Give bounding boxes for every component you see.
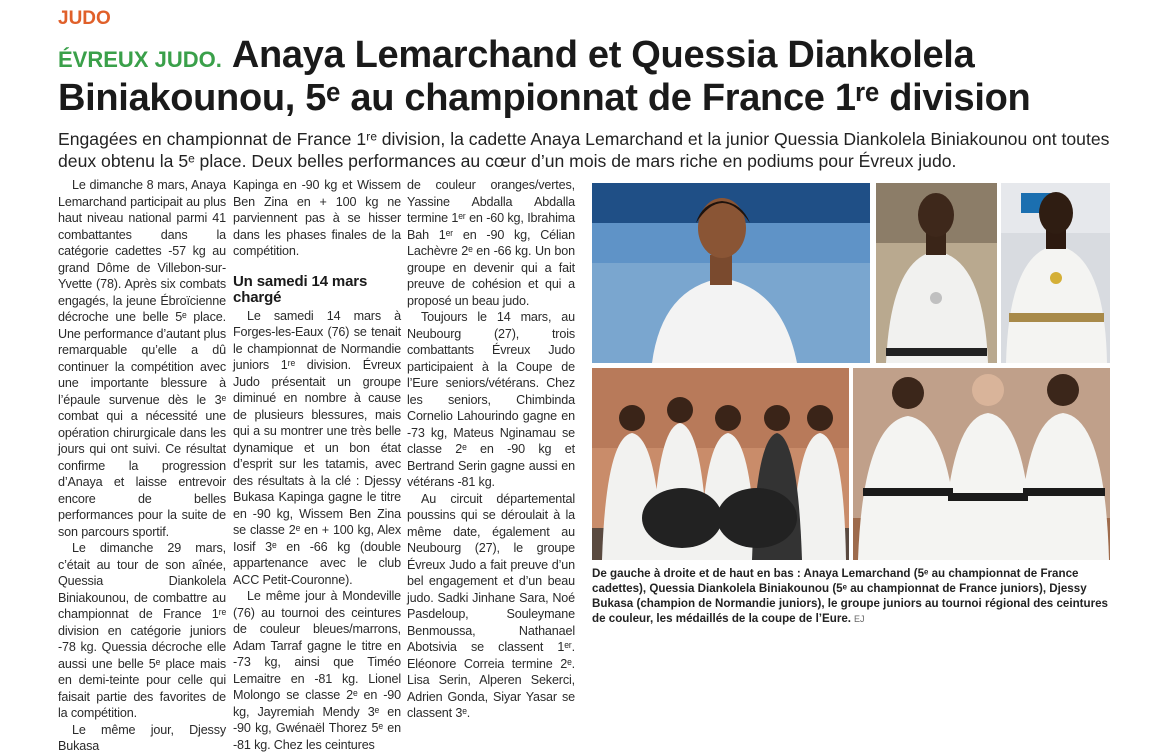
photo-groupe-juniors: [592, 368, 849, 560]
article-column-2: [233, 177, 401, 753]
headline-title: Anaya Lemarchand et Quessia Diankolela Biniakounou, 5ᵉ au championnat de France 1ʳᵉ division: [58, 34, 1031, 119]
paragraph: Kapinga en -90 kg et Wissem Ben Zina en + 100 kg ne parviennent pas à se hisser dans les phases finales de la compétition.: [233, 178, 401, 258]
photo-caption: [592, 566, 1112, 627]
article-column-1: [58, 177, 226, 755]
standfirst: Engagées en championnat de France 1ʳᵉ division, la cadette Anaya Lemarchand et la junior Quessia Diankolela Biniakounou ont toutes deux obtenu la 5ᵉ place. Deux belles performances au cœur d’un mois de mars riche en podiums pour Évreux judo.: [58, 129, 1110, 171]
headline: [58, 36, 1138, 118]
paragraph: Au circuit départemental poussins qui se déroulait à la même date, également au Neubourg (27), le groupe Évreux Judo a fait preuve d’un bel engagement et d’un beau judo. Sadki Jinhane Sara, Noé Pasdeloup, Souleymane Benmoussa, Nathanael Abotsivia se classent 1ᵉʳ. Eléonore Correia termine 2ᵉ. Lisa Serin, Alperen Sekerci, Adrien Gonda, Siyar Yasar se classent 3ᵉ.: [407, 491, 575, 720]
photo-djessy-bukasa: [1001, 183, 1110, 363]
photo-credit: EJ: [854, 614, 865, 624]
paragraph: de couleur oranges/vertes, Yassine Abdalla Abdalla termine 1ᵉʳ en -60 kg, Ibrahima Bah 1ᵉʳ en -90 kg, Célian Lachèvre 2ᵉ en -66 kg. Un bon groupe en devenir qui a fait preuve de cohésion et qui a proposé un beau judo.: [407, 178, 575, 308]
paragraph: Toujours le 14 mars, au Neubourg (27), trois combattants Évreux Judo participaient à la Coupe de l’Eure seniors/vétérans. Chez les seniors, Chimbinda Cornelio Lahourindo gagne en -73 kg, Mateus Nginamau se classe 2ᵉ en -90 kg et Bertrand Serin gagne aussi en vétérans -81 kg.: [407, 310, 575, 489]
section-rubric: JUDO: [58, 8, 111, 29]
headline-kicker: ÉVREUX JUDO.: [58, 47, 222, 72]
paragraph: Le dimanche 29 mars, c’était au tour de son aînée, Quessia Diankolela Biniakounou, de combattre au championnat de France 1ʳᵉ division en catégorie juniors -78 kg. Quessia décroche elle aussi une belle 5ᵉ place mais en demi-teinte pour celle qui faisait partie des favorites de la compétition.: [58, 541, 226, 720]
photo-quessia-diankolela: [876, 183, 997, 363]
subheading: Un samedi 14 mars chargé: [233, 272, 368, 306]
photo-medailles-coupe-eure: [853, 368, 1110, 560]
caption-text: De gauche à droite et de haut en bas : Anaya Lemarchand (5ᵉ au championnat de France cadettes), Quessia Diankolela Biniakounou (5ᵉ au championnat de France juniors), Djessy Bukasa (champion de Normandie juniors), le groupe juniors au tournoi régional des ceintures de couleur, les médaillés de la coupe de l’Eure.: [592, 567, 1109, 625]
article-column-3: [407, 177, 575, 722]
photo-anaya-lemarchand: [592, 183, 870, 363]
paragraph: Le samedi 14 mars à Forges-les-Eaux (76) se tenait le championnat de Normandie juniors 1ʳᵉ division. Évreux Judo présentait un groupe diminué en nombre à cause de plusieurs blessures, mais qui a su montrer une très belle dynamique et un bon état d’esprit sur les tatamis, avec des résultats à la clé : Djessy Bukasa Kapinga gagne le titre en -90 kg, Wissem Ben Zina se classe 2ᵉ en + 100 kg, Alex Iosif 3ᵉ en -66 kg (double appartenance avec le club ACC Petit-Couronne).: [233, 308, 401, 587]
paragraph: Le même jour, Djessy Bukasa: [58, 722, 226, 753]
paragraph: Le dimanche 8 mars, Anaya Lemarchand participait au plus haut niveau national parmi 41 combattantes dans la catégorie cadettes -57 kg au grand Dôme de Villebon-sur-Yvette (78). Après six combats engagés, la jeune Ébroïcienne décroche une belle 5ᵉ place. Une performance d’autant plus remarquable qu’elle a dû continuer la compétition avec une importante blessure à l’épaule survenue dès le 3ᵉ combat qui a nécessité une opération chirurgicale dans les jours qui ont suivi. Ce résultat confirme la progression d’Anaya et laisse entrevoir encore de belles performances pour la suite de son parcours sportif.: [58, 178, 226, 539]
paragraph: Le même jour à Mondeville (76) au tournoi des ceintures de couleur bleues/marrons, Adam Tarraf gagne le titre en -73 kg, ainsi que Timéo Lemaitre en -81 kg. Lionel Molongo se classe 2ᵉ en -90 kg, Jayremiah Mendy 3ᵉ en -90 kg, Gwénaël Thorez 5ᵉ en -81 kg. Chez les ceintures: [233, 589, 401, 752]
